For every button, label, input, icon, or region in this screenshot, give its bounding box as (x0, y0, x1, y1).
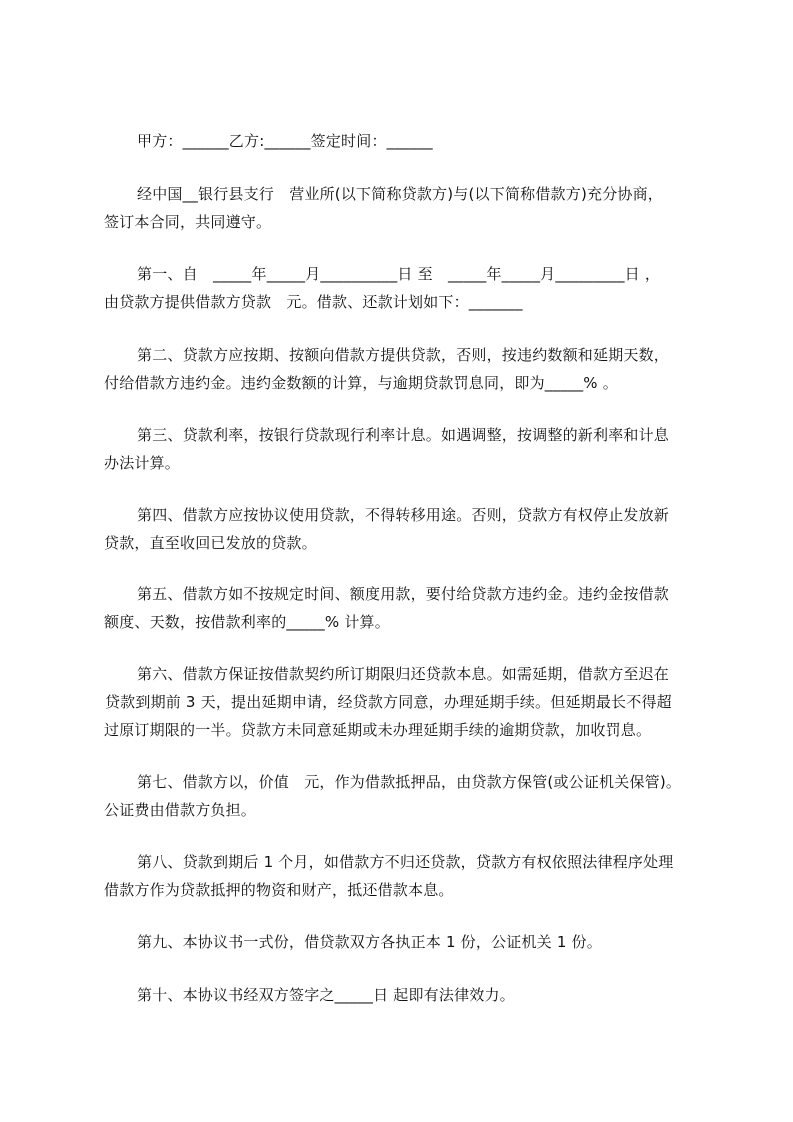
clause-7-line-2: 公证费由借款方负担。 (104, 801, 257, 819)
clause-6-line-1: 第六、借款方保证按借款契约所订期限归还贷款本息。如需延期，借款方至迟在 (137, 665, 670, 683)
clause-4-line-2: 贷款，直至收回已发放的贷款。 (104, 534, 317, 552)
clause-1-line-2: 由贷款方提供借款方贷款 元。借款、还款计划如下：_______ (104, 293, 523, 311)
parties-line: 甲方：______乙方:______签定时间：______ (137, 132, 433, 150)
clause-3-line-2: 办法计算。 (104, 454, 181, 472)
clause-1-line-1: 第一、自 _____年_____月__________日 至 _____年_____月_________日 ， (137, 265, 661, 283)
clause-9-line-1: 第九、本协议书一式份，借贷款双方各执正本 1 份，公证机关 1 份。 (137, 933, 602, 951)
clause-4-line-1: 第四、借款方应按协议使用贷款，不得转移用途。否则，贷款方有权停止发放新 (137, 506, 670, 524)
clause-5-line-1: 第五、借款方如不按规定时间、额度用款，要付给贷款方违约金。违约金按借款 (137, 585, 670, 603)
clause-7-line-1: 第七、借款方以，价值 元，作为借款抵押品，由贷款方保管(或公证机关保管)。 (137, 773, 682, 791)
intro-line-1: 经中国__银行县支行 营业所(以下简称贷款方)与(以下简称借款方)充分协商， (137, 185, 664, 203)
clause-8-line-2: 借款方作为贷款抵押的物资和财产，抵还借款本息。 (104, 881, 454, 899)
clause-6-line-2: 贷款到期前 3 天，提出延期申请，经贷款方同意，办理延期手续。但延期最长不得超 (100, 693, 672, 711)
clause-10-line-1: 第十、本协议书经双方签字之_____日 起即有法律效力。 (137, 986, 515, 1004)
clause-2-line-2: 付给借款方违约金。违约金数额的计算，与逾期贷款罚息同，即为_____% 。 (104, 374, 618, 392)
intro-line-2: 签订本合同，共同遵守。 (104, 213, 272, 231)
clause-3-line-1: 第三、贷款利率，按银行贷款现行利率计息。如遇调整，按调整的新利率和计息 (137, 426, 670, 444)
clause-8-line-1: 第八、贷款到期后 1 个月，如借款方不归还贷款，贷款方有权依照法律程序处理 (137, 853, 674, 871)
clause-5-line-2: 额度、天数，按借款利率的_____% 计算。 (104, 613, 390, 631)
clause-2-line-1: 第二、贷款方应按期、按额向借款方提供贷款，否则，按违约数额和延期天数， (137, 346, 670, 364)
clause-6-line-3: 过原订期限的一半。贷款方未同意延期或未办理延期手续的逾期贷款，加收罚息。 (104, 721, 652, 739)
